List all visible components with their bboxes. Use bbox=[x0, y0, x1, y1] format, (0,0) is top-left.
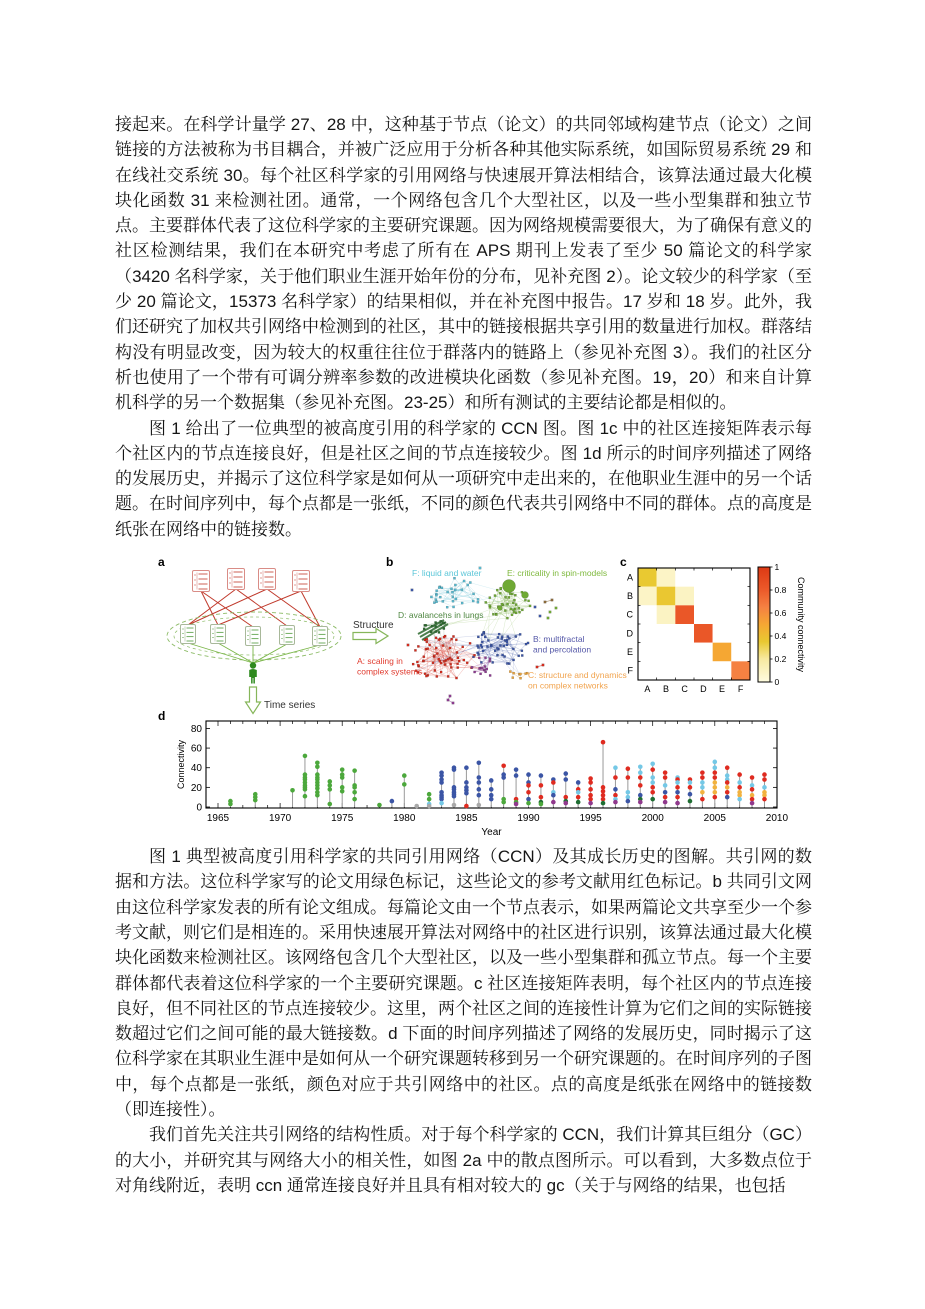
svg-text:0.8: 0.8 bbox=[774, 585, 787, 596]
page-content bbox=[115, 112, 812, 1198]
figure-caption: 图 1 典型被高度引用科学家的共同引用网络（CCN）及其成长历史的图解。共引网的数据和方法。这位科学家写的论文用绿色标记，这些论文的参考文献用红色标记。b 共同引文网由这位科学家发表的所有论文组成。每篇论文由一个节点表示，如果两篇论文共享至少一个参考文献，则它们是相连的。采用快速展开算法对网络中的社区进行识别，该算法通过最大化模块化函数来检测社区。该网络包含几个大型社区，以及一些小型集群和孤立节点。每一个主要群体都代表着这位科学家的一个主要研究课题。c 社区连接矩阵表明，每个社区内的节点连接良好，但不同社区的节点连接较少。这里，两个社区之间的连接性计算为它们之间的实际链接数超过它们之间可能的最大链接数。d 下面的时间序列描述了网络的发展历史，同时揭示了这位科学家在其职业生涯中是如何从一个研究课题转移到另一个研究课题的。在时间序列的子图中，每个点都是一张纸，颜色对应于共引网络中的社区。点的高度是纸张在网络中的链接数（即连接性）。 bbox=[115, 847, 812, 1120]
svg-text:1995: 1995 bbox=[579, 813, 602, 825]
svg-text:a: a bbox=[158, 555, 165, 570]
author-paper-icon bbox=[211, 625, 226, 644]
cluster-label-B: and percolation bbox=[533, 644, 592, 655]
reference-paper-icon bbox=[193, 571, 210, 592]
svg-text:C: C bbox=[626, 609, 633, 620]
svg-text:D: D bbox=[700, 684, 707, 695]
colorbar-label: Community connectivity bbox=[796, 577, 806, 673]
cluster-label-F: F: liquid and water bbox=[412, 568, 482, 579]
cluster-label-D: D: avalancehs in lungs bbox=[398, 610, 484, 621]
svg-text:0.2: 0.2 bbox=[774, 654, 787, 665]
reference-paper-icon bbox=[293, 571, 310, 592]
figure-panel-c-heatmap bbox=[620, 555, 806, 694]
cluster-label-A: A: scaling in bbox=[357, 656, 403, 667]
timeseries-xlabel: Year bbox=[481, 827, 502, 839]
paragraph-4: 我们首先关注共引网络的结构性质。对于每个科学家的 CCN，我们计算其巨组分（GC）的大小，并研究其与网络大小的相关性，如图 2a 中的散点图所示。可以看到，大多数点位于对角线附近，表明 ccn 通常连接良好并且具有相对较大的 gc（关于与网络的结果，也包括 bbox=[115, 1125, 812, 1195]
figure-panel-d-timeseries bbox=[158, 709, 788, 838]
figure-1 bbox=[150, 550, 810, 838]
svg-text:1970: 1970 bbox=[268, 813, 292, 825]
svg-text:1980: 1980 bbox=[393, 813, 416, 825]
svg-text:E: E bbox=[718, 684, 726, 695]
svg-text:60: 60 bbox=[190, 743, 202, 755]
svg-text:F: F bbox=[737, 684, 744, 695]
svg-text:F: F bbox=[627, 665, 633, 676]
svg-text:0.4: 0.4 bbox=[774, 631, 787, 642]
svg-text:A: A bbox=[644, 684, 651, 695]
paragraph-2: 图 1 给出了一位典型的被高度引用的科学家的 CCN 图。图 1c 中的社区连接矩阵表示每个社区内的节点连接良好，但是社区之间的节点连接较少。图 1d 所示的时间序列描述了网络的发展历史，并揭示了这位科学家是如何从一项研究中走出来的，在他职业生涯中的另一个话题。在时间序列中，每个点都是一张纸，不同的颜色代表共引网络中不同的群体。点的高度是纸张在网络中的链接数。 bbox=[115, 418, 812, 539]
svg-text:1: 1 bbox=[774, 562, 780, 573]
author-paper-icon bbox=[181, 625, 196, 644]
svg-text:2005: 2005 bbox=[703, 813, 726, 825]
svg-text:A: A bbox=[626, 572, 633, 583]
svg-text:Time series: Time series bbox=[264, 700, 316, 712]
svg-text:B: B bbox=[662, 684, 670, 695]
svg-text:1990: 1990 bbox=[517, 813, 540, 825]
svg-text:40: 40 bbox=[190, 763, 202, 775]
svg-text:D: D bbox=[626, 628, 633, 639]
cluster-label-A: complex systems bbox=[357, 666, 423, 677]
reference-paper-icon bbox=[228, 569, 245, 590]
svg-text:1975: 1975 bbox=[331, 813, 354, 825]
figure-panel-b bbox=[357, 555, 627, 704]
timeseries-ylabel: Connectivity bbox=[176, 740, 186, 790]
author-paper-icon bbox=[280, 626, 295, 645]
cluster-label-C: C: structure and dynamics bbox=[528, 670, 627, 681]
svg-text:0.6: 0.6 bbox=[774, 608, 787, 619]
svg-text:b: b bbox=[386, 555, 394, 570]
colorbar bbox=[758, 567, 770, 682]
cluster-label-E: E: criticality in spin-models bbox=[507, 568, 608, 579]
author-paper-icon bbox=[313, 627, 328, 646]
svg-text:c: c bbox=[620, 555, 627, 570]
svg-text:0: 0 bbox=[774, 677, 780, 688]
cluster-label-C: on complex networks bbox=[528, 680, 608, 691]
svg-text:1985: 1985 bbox=[455, 813, 478, 825]
scientist-icon bbox=[249, 662, 257, 683]
author-paper-icon bbox=[246, 627, 261, 646]
svg-text:2000: 2000 bbox=[641, 813, 664, 825]
svg-text:80: 80 bbox=[190, 723, 202, 735]
svg-text:2010: 2010 bbox=[765, 813, 789, 825]
figure-1-canvas bbox=[150, 550, 810, 838]
svg-text:E: E bbox=[626, 647, 633, 658]
reference-paper-icon bbox=[259, 569, 276, 590]
figure-panel-a bbox=[158, 555, 394, 714]
svg-text:1965: 1965 bbox=[206, 813, 230, 825]
svg-text:Structure: Structure bbox=[353, 620, 394, 632]
svg-text:B: B bbox=[626, 591, 633, 602]
svg-text:0: 0 bbox=[196, 802, 202, 814]
time-series-arrow-icon bbox=[246, 687, 261, 714]
paragraph-1: 接起来。在科学计量学 27、28 中，这种基于节点（论文）的共同邻域构建节点（论文）之间链接的方法被称为书目耦合，并被广泛应用于分析各种其他实际系统，如国际贸易系统 29 和在线社交系统 30。每个社区科学家的引用网络与快速展开算法相结合，该算法通过最大化模块化函数 31 来检测社团。通常，一个网络包含几个大型社区，以及一些小型集群和独立节点。主要群体代表了这位科学家的主要研究课题。因为网络规模需要很大，为了确保有意义的社区检测结果，我们在本研究中考虑了所有在 APS 期刊上发表了至少 50 篇论文的科学家（3420 名科学家，关于他们职业生涯开始年份的分布，见补充图 2）。论文较少的科学家（至少 20 篇论文，15373 名科学家）的结果相似，并在补充图中报告。17 岁和 18 岁。此外，我们还研究了加权共引网络中检测到的社区，其中的链接根据共享引用的数量进行加权。群落结构没有明显改变，因为较大的权重往往位于群落内的链路上（参见补充图 3）。我们的社区分析也使用了一个带有可调分辨率参数的改进模块化函数（参见补充图。19，20）和来自计算机科学的另一个数据集（参见补充图。23-25）和所有测试的主要结论都是相似的。 bbox=[115, 115, 812, 413]
svg-text:d: d bbox=[158, 709, 166, 724]
cluster-label-B: B: multifractal bbox=[533, 634, 585, 645]
svg-text:C: C bbox=[681, 684, 688, 695]
svg-text:20: 20 bbox=[190, 782, 202, 794]
